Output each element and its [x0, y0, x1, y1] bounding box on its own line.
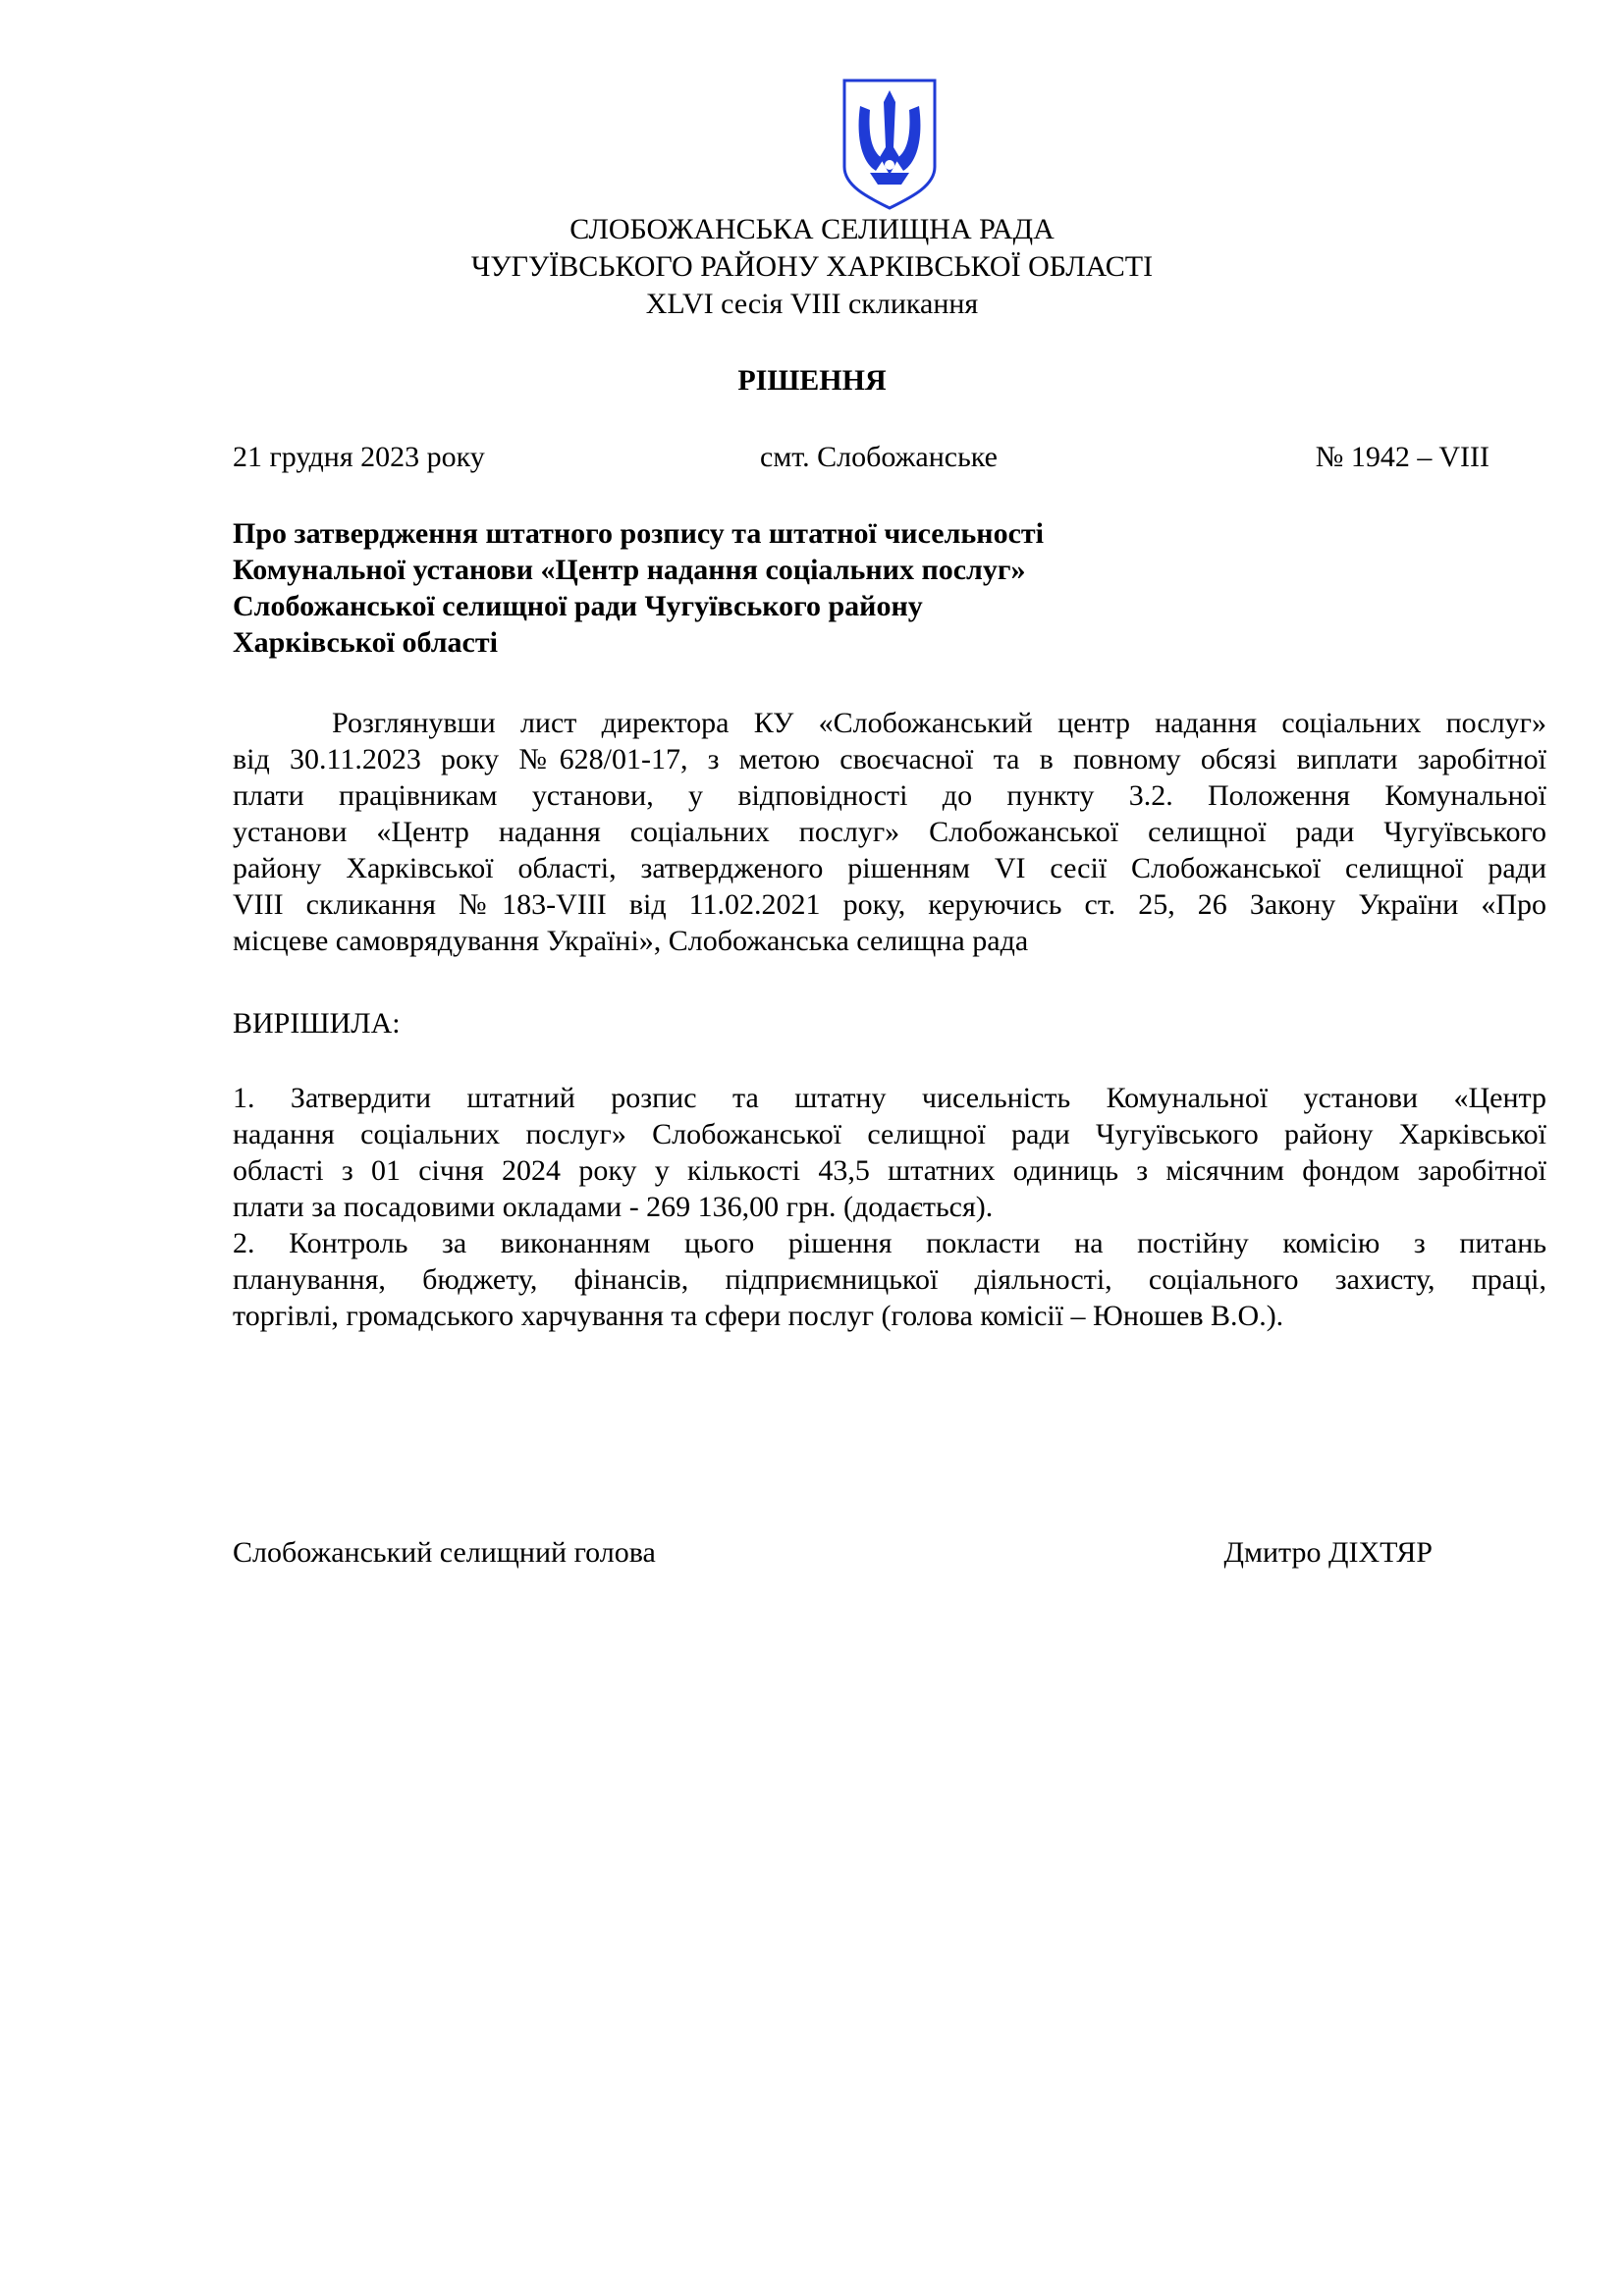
- council-name: СЛОБОЖАНСЬКА СЕЛИЩНА РАДА: [569, 213, 1055, 245]
- decision-line: 1. Затвердити штатний розпис та штатну чисельність Комунальної установи «Центр: [233, 1082, 1546, 1114]
- preamble-line: місцеве самоврядування Україні», Слобожанська селищна рада: [233, 925, 1029, 957]
- document-place: смт. Слобожанське: [760, 441, 998, 473]
- document-number: № 1942 – VIII: [1315, 441, 1489, 473]
- decision-line: планування, бюджету, фінансів, підприємницької діяльності, соціального захисту, праці,: [233, 1263, 1546, 1296]
- signatory-title: Слобожанський селищний голова: [233, 1536, 656, 1569]
- subject-line: Харківської області: [233, 626, 498, 659]
- document-date: 21 грудня 2023 року: [233, 441, 485, 473]
- preamble-line: установи «Центр надання соціальних послуг» Слобожанської селищної ради Чугуївського: [233, 816, 1546, 848]
- decision-line: 2. Контроль за виконанням цього рішення покласти на постійну комісію з питань: [233, 1227, 1546, 1259]
- coat-of-arms-of-ukraine-icon: [840, 77, 939, 210]
- decision-line: плати за посадовими окладами - 269 136,00 грн. (додається).: [233, 1191, 994, 1223]
- decision-line: області з 01 січня 2024 року у кількості 43,5 штатних одиниць з місячним фондом заробітної: [233, 1154, 1546, 1187]
- decision-subject: [233, 515, 1215, 661]
- signatory-name: Дмитро ДІХТЯР: [1223, 1536, 1433, 1569]
- preamble-line: району Харківської області, затвердженого рішенням VI сесії Слобожанської селищної ради: [233, 852, 1546, 884]
- preamble-paragraph: [233, 705, 1546, 959]
- preamble-line: від 30.11.2023 року №628/01-17, з метою своєчасної та в повному обсязі виплати заробітної: [233, 743, 1546, 775]
- decision-items: [233, 1080, 1546, 1334]
- subject-line: Комунальної установи «Центр надання соціальних послуг»: [233, 554, 1026, 586]
- subject-line: Слобожанської селищної ради Чугуївського району: [233, 590, 923, 622]
- preamble-line: VIII скликання №183-VIII від 11.02.2021 року, керуючись ст. 25, 26 Закону України «Про: [233, 888, 1546, 921]
- decision-line: надання соціальних послуг» Слобожанської селищної ради Чугуївського району Харківської: [233, 1118, 1546, 1150]
- session-info: XLVI сесія VIII скликання: [645, 288, 979, 320]
- district-region-name: ЧУГУЇВСЬКОГО РАЙОНУ ХАРКІВСЬКОЇ ОБЛАСТІ: [470, 250, 1154, 283]
- preamble-line: плати працівникам установи, у відповідності до пункту 3.2. Положення Комунальної: [233, 779, 1546, 812]
- preamble-line: Розглянувши лист директора КУ «Слобожанський центр надання соціальних послуг»: [332, 707, 1546, 739]
- decision-line: торгівлі, громадського харчування та сфери послуг (голова комісії – Юношев В.О.).: [233, 1300, 1284, 1332]
- document-meta-row: [233, 440, 1489, 479]
- subject-line: Про затвердження штатного розпису та штатної чисельності: [233, 517, 1044, 550]
- resolved-heading: ВИРІШИЛА:: [233, 1007, 401, 1040]
- document-title: РІШЕННЯ: [737, 364, 887, 397]
